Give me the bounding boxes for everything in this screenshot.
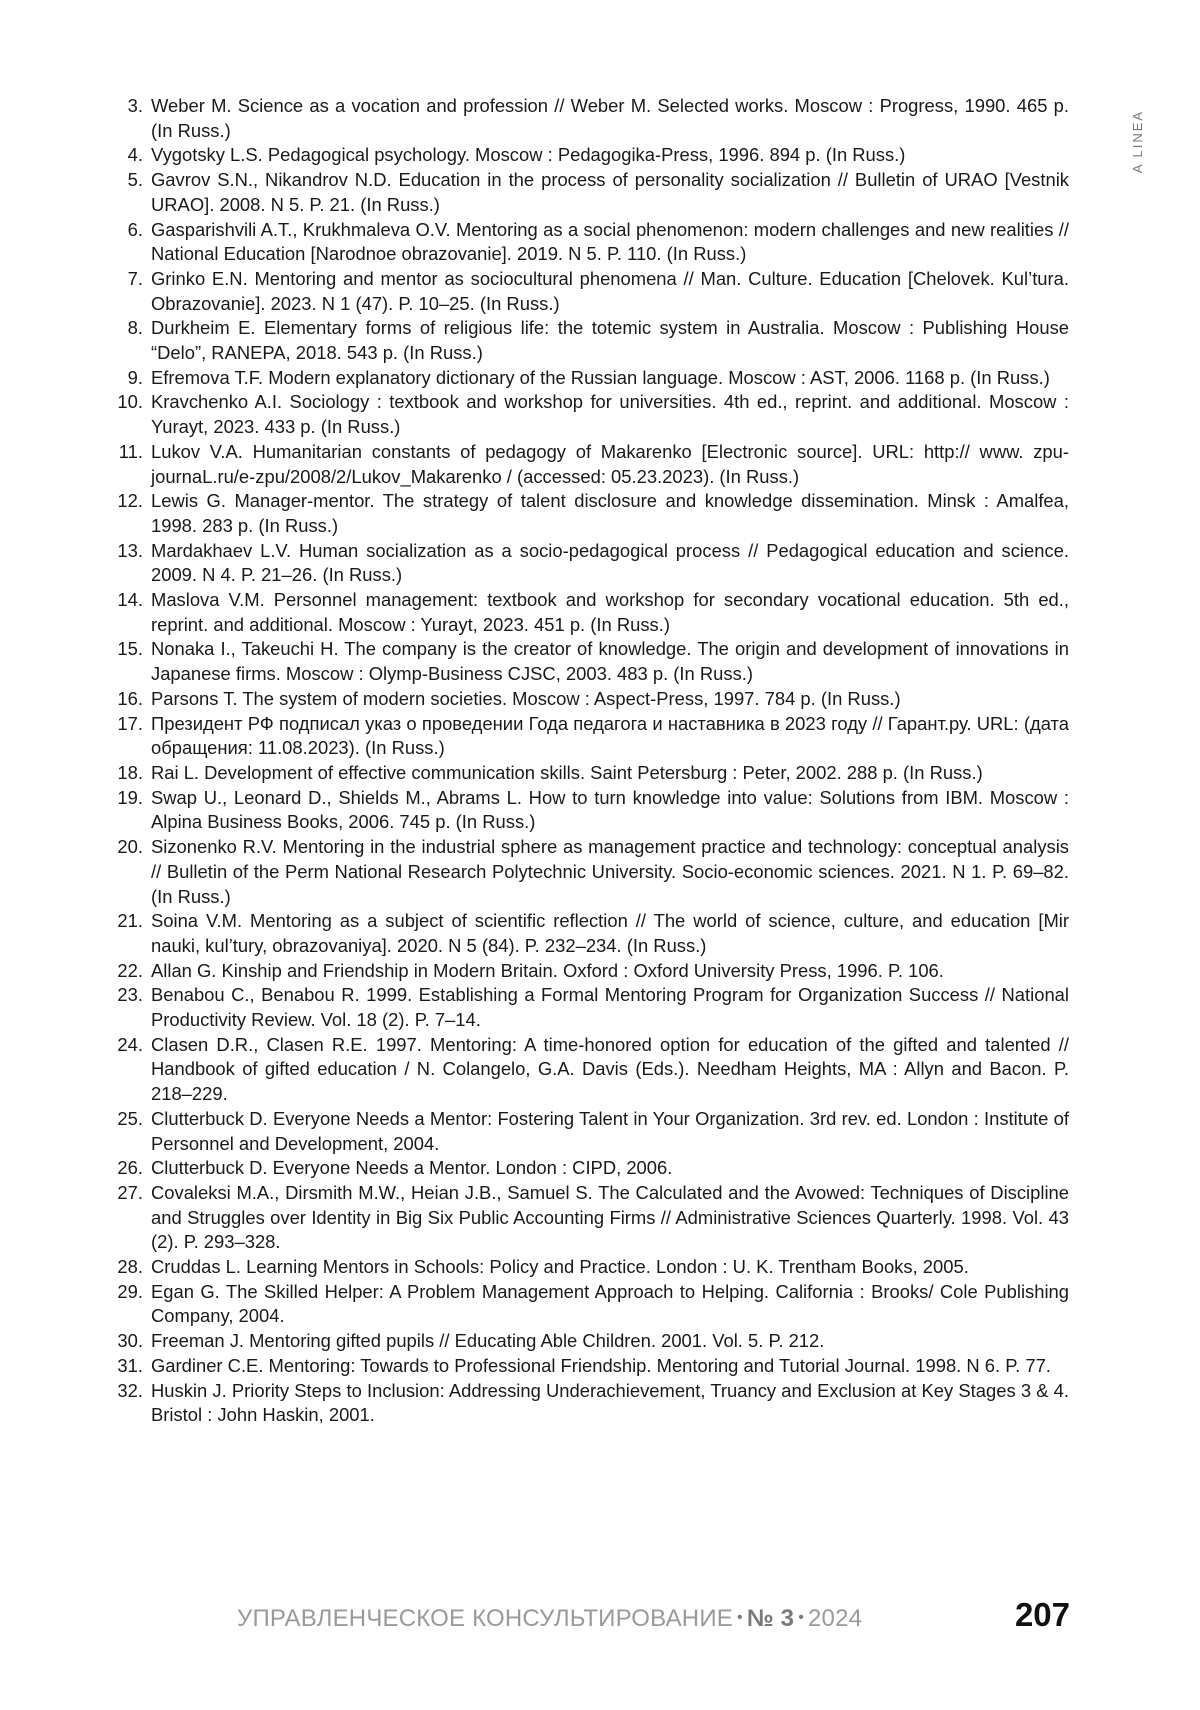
reference-item [100, 1181, 1069, 1255]
reference-number: 14. [100, 588, 143, 637]
reference-number: 3. [100, 94, 143, 143]
reference-item [100, 909, 1069, 958]
reference-item [100, 489, 1069, 538]
reference-text: Swap U., Leonard D., Shields M., Abrams L. How to turn knowledge into value: Solutions from IBM. Moscow : Alpina Business Books, 2006. 745 p. (In Russ.) [151, 786, 1069, 835]
reference-item [100, 168, 1069, 217]
reference-text: Kravchenko A.I. Sociology : textbook and workshop for universities. 4th ed., reprint. and additional. Moscow : Yurayt, 2023. 433 p. (In Russ.) [151, 390, 1069, 439]
reference-item [100, 761, 1069, 786]
reference-number: 24. [100, 1033, 143, 1107]
journal-running-title [237, 1605, 862, 1633]
reference-number: 31. [100, 1354, 143, 1379]
reference-number: 13. [100, 539, 143, 588]
reference-text: Cruddas L. Learning Mentors in Schools: Policy and Practice. London : U. K. Trentham Books, 2005. [151, 1255, 1069, 1280]
reference-number: 20. [100, 835, 143, 909]
reference-text: Gasparishvili A.T., Krukhmaleva O.V. Mentoring as a social phenomenon: modern challenges and new realities // National Education [Narodnoe obrazovanie]. 2019. N 5. P. 110. (In Russ.) [151, 218, 1069, 267]
reference-text: Sizonenko R.V. Mentoring in the industrial sphere as management practice and technology: conceptual analysis // Bulletin of the Perm National Research Polytechnic University. Socio-economic sciences. 2021. N 1. P. 69–82. (In Russ.) [151, 835, 1069, 909]
reference-text: Soina V.M. Mentoring as a subject of scientific reflection // The world of science, culture, and education [Mir nauki, kul’tury, obrazovaniya]. 2020. N 5 (84). P. 232–234. (In Russ.) [151, 909, 1069, 958]
reference-item [100, 983, 1069, 1032]
reference-item [100, 687, 1069, 712]
reference-number: 11. [100, 440, 143, 489]
reference-item [100, 316, 1069, 365]
reference-text: Freeman J. Mentoring gifted pupils // Educating Able Children. 2001. Vol. 5. P. 212. [151, 1329, 1069, 1354]
reference-item [100, 786, 1069, 835]
separator-dot: • [794, 1609, 808, 1626]
reference-number: 6. [100, 218, 143, 267]
reference-item [100, 1329, 1069, 1354]
reference-number: 5. [100, 168, 143, 217]
reference-text: Allan G. Kinship and Friendship in Modern Britain. Oxford : Oxford University Press, 1996. P. 106. [151, 959, 1069, 984]
separator-dot: • [733, 1609, 747, 1626]
reference-number: 19. [100, 786, 143, 835]
reference-item [100, 1379, 1069, 1428]
reference-text: Nonaka I., Takeuchi H. The company is the creator of knowledge. The origin and development of innovations in Japanese firms. Moscow : Olymp-Business CJSC, 2003. 483 p. (In Russ.) [151, 637, 1069, 686]
reference-number: 7. [100, 267, 143, 316]
reference-text: Parsons T. The system of modern societies. Moscow : Aspect-Press, 1997. 784 p. (In Russ.) [151, 687, 1069, 712]
reference-text: Rai L. Development of effective communication skills. Saint Petersburg : Peter, 2002. 288 p. (In Russ.) [151, 761, 1069, 786]
reference-item [100, 1280, 1069, 1329]
reference-number: 4. [100, 143, 143, 168]
reference-number: 10. [100, 390, 143, 439]
page-footer [0, 1596, 1200, 1640]
issue-number: № 3 [747, 1605, 794, 1632]
reference-text: Lukov V.A. Humanitarian constants of pedagogy of Makarenko [Electronic source]. URL: http:// www. zpu-journaL.ru/e-zpu/2008/2/Lukov_Makarenko / (accessed: 05.23.2023). (In Russ.) [151, 440, 1069, 489]
reference-text: Grinko E.N. Mentoring and mentor as sociocultural phenomena // Man. Culture. Education [Chelovek. Kul’tura. Obrazovanie]. 2023. N 1 (47). P. 10–25. (In Russ.) [151, 267, 1069, 316]
reference-number: 22. [100, 959, 143, 984]
reference-number: 26. [100, 1156, 143, 1181]
reference-text: Clutterbuck D. Everyone Needs a Mentor: Fostering Talent in Your Organization. 3rd rev. ed. London : Institute of Personnel and Development, 2004. [151, 1107, 1069, 1156]
reference-item [100, 1033, 1069, 1107]
reference-text: Egan G. The Skilled Helper: A Problem Management Approach to Helping. California : Brooks/ Cole Publishing Company, 2004. [151, 1280, 1069, 1329]
reference-text: Clasen D.R., Clasen R.E. 1997. Mentoring: A time-honored option for education of the gifted and talented // Handbook of gifted education / N. Colangelo, G.A. Davis (Eds.). Needham Heights, MA : Allyn and Bacon. P. 218–229. [151, 1033, 1069, 1107]
page-number: 207 [1015, 1596, 1070, 1634]
reference-item [100, 366, 1069, 391]
reference-text: Maslova V.M. Personnel management: textbook and workshop for secondary vocational education. 5th ed., reprint. and additional. Moscow : Yurayt, 2023. 451 p. (In Russ.) [151, 588, 1069, 637]
side-section-label [1128, 100, 1148, 182]
reference-item [100, 637, 1069, 686]
reference-item [100, 588, 1069, 637]
reference-number: 18. [100, 761, 143, 786]
reference-number: 16. [100, 687, 143, 712]
reference-text: Efremova T.F. Modern explanatory dictionary of the Russian language. Moscow : AST, 2006. 1168 p. (In Russ.) [151, 366, 1069, 391]
reference-number: 9. [100, 366, 143, 391]
reference-number: 12. [100, 489, 143, 538]
reference-text: Weber M. Science as a vocation and profession // Weber M. Selected works. Moscow : Progress, 1990. 465 p. (In Russ.) [151, 94, 1069, 143]
reference-item [100, 712, 1069, 761]
reference-number: 30. [100, 1329, 143, 1354]
reference-number: 15. [100, 637, 143, 686]
reference-item [100, 1255, 1069, 1280]
reference-number: 32. [100, 1379, 143, 1428]
reference-text: Covaleksi M.A., Dirsmith M.W., Heian J.B., Samuel S. The Calculated and the Avowed: Techniques of Discipline and Struggles over Identity in Big Six Public Accounting Firms // Administrative Sciences Quarterly. 1998. Vol. 43 (2). P. 293–328. [151, 1181, 1069, 1255]
reference-number: 25. [100, 1107, 143, 1156]
reference-number: 23. [100, 983, 143, 1032]
reference-text: Gavrov S.N., Nikandrov N.D. Education in the process of personality socialization // Bulletin of URAO [Vestnik URAO]. 2008. N 5. P. 21. (In Russ.) [151, 168, 1069, 217]
reference-text: Mardakhaev L.V. Human socialization as a socio-pedagogical process // Pedagogical education and science. 2009. N 4. P. 21–26. (In Russ.) [151, 539, 1069, 588]
reference-text: Vygotsky L.S. Pedagogical psychology. Moscow : Pedagogika-Press, 1996. 894 p. (In Russ.) [151, 143, 1069, 168]
reference-text: Lewis G. Manager-mentor. The strategy of talent disclosure and knowledge dissemination. Minsk : Amalfea, 1998. 283 p. (In Russ.) [151, 489, 1069, 538]
side-label-text: A LINEA [1131, 109, 1146, 172]
reference-item [100, 267, 1069, 316]
reference-item [100, 959, 1069, 984]
reference-item [100, 1156, 1069, 1181]
reference-list [100, 94, 1069, 1428]
reference-text: Huskin J. Priority Steps to Inclusion: Addressing Underachievement, Truancy and Exclusion at Key Stages 3 & 4. Bristol : John Haskin, 2001. [151, 1379, 1069, 1428]
journal-title: УПРАВЛЕНЧЕСКОЕ КОНСУЛЬТИРОВАНИЕ [237, 1605, 733, 1632]
reference-number: 29. [100, 1280, 143, 1329]
reference-item [100, 218, 1069, 267]
reference-number: 27. [100, 1181, 143, 1255]
reference-item [100, 835, 1069, 909]
reference-item [100, 1107, 1069, 1156]
issue-year: 2024 [808, 1605, 862, 1632]
reference-number: 21. [100, 909, 143, 958]
reference-item [100, 390, 1069, 439]
reference-number: 17. [100, 712, 143, 761]
reference-item [100, 143, 1069, 168]
reference-text: Clutterbuck D. Everyone Needs a Mentor. London : CIPD, 2006. [151, 1156, 1069, 1181]
reference-item [100, 539, 1069, 588]
reference-item [100, 440, 1069, 489]
reference-item [100, 94, 1069, 143]
reference-text: Gardiner C.E. Mentoring: Towards to Professional Friendship. Mentoring and Tutorial Journal. 1998. N 6. P. 77. [151, 1354, 1069, 1379]
reference-text: Президент РФ подписал указ о проведении Года педагога и наставника в 2023 году // Гарант.ру. URL: (дата обращения: 11.08.2023). (In Russ.) [151, 712, 1069, 761]
reference-number: 8. [100, 316, 143, 365]
reference-text: Durkheim E. Elementary forms of religious life: the totemic system in Australia. Moscow : Publishing House “Delo”, RANEPA, 2018. 543 p. (In Russ.) [151, 316, 1069, 365]
reference-item [100, 1354, 1069, 1379]
reference-number: 28. [100, 1255, 143, 1280]
reference-text: Benabou C., Benabou R. 1999. Establishing a Formal Mentoring Program for Organization Success // National Productivity Review. Vol. 18 (2). P. 7–14. [151, 983, 1069, 1032]
